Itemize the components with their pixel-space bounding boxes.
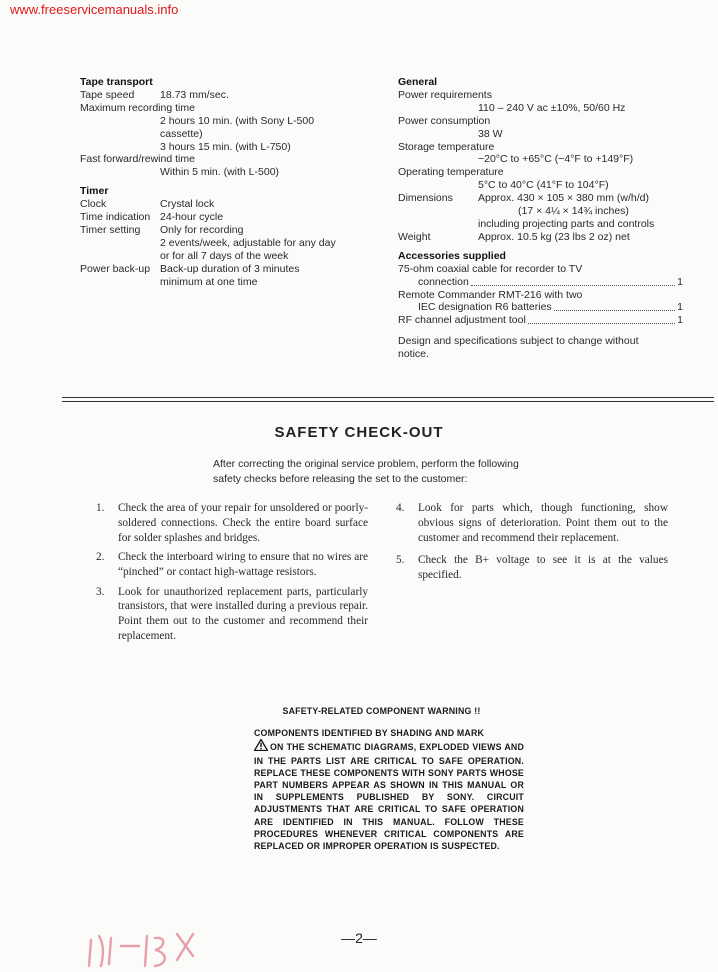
item-number: 2.: [96, 551, 105, 564]
dimensions-row: [398, 192, 683, 205]
clock-row: [80, 198, 336, 211]
power-cons-label: Power consumption: [398, 114, 491, 127]
dimensions-value-2: (17 × 4¼ × 14¾ inches): [518, 205, 629, 218]
divider-rule-bottom: [62, 401, 714, 402]
item-text: Check the B+ voltage to see it is at the values specified.: [418, 553, 668, 581]
accessory-3-line-1: RF channel adjustment tool: [398, 314, 526, 327]
dimensions-label: Dimensions: [398, 192, 453, 205]
safety-list-right: [396, 501, 668, 587]
list-item: [96, 501, 368, 546]
accessory-1-line-1: 75-ohm coaxial cable for recorder to TV: [398, 262, 583, 275]
accessory-1-qty: 1: [677, 275, 683, 288]
list-item: [96, 585, 368, 645]
warning-body-text: ON THE SCHEMATIC DIAGRAMS, EXPLODED VIEWS AND IN THE PARTS LIST ARE CRITICAL TO SAFE OPERATION. REPLACE THESE COMPONENTS WITH SONY PARTS WHOSE PART NUMBERS APPEAR AS SHOWN IN THIS MANUAL OR IN SUPPLEMENTS PUBLISHED BY SONY. CIRCUIT ADJUSTMENTS THAT ARE CRITICAL TO SAFE OPERATION ARE IDENTIFIED IN THIS MANUAL. FOLLOW THESE PROCEDURES WHENEVER CRITICAL COMPONENTS ARE REPLACED OR IMPROPER OPERATION IS SUSPECTED.: [254, 742, 524, 852]
clock-value: Crystal lock: [160, 198, 215, 211]
power-req-value: 110 – 240 V ac ±10%, 50/60 Hz: [478, 101, 626, 114]
dimensions-value-1: Approx. 430 × 105 × 380 mm (w/h/d): [478, 192, 650, 205]
time-indication-value: 24-hour cycle: [160, 211, 224, 224]
tape-speed-value: 18.73 mm/sec.: [160, 88, 229, 101]
notice-line-1: Design and specifications subject to change without: [398, 335, 639, 348]
safety-intro-line-1: After correcting the original service problem, perform the following: [213, 458, 519, 470]
tape-speed-row: [80, 89, 336, 102]
ff-rewind-value: Within 5 min. (with L-500): [160, 166, 280, 179]
warning-body: [254, 739, 524, 852]
storage-temp-label: Storage temperature: [398, 140, 495, 153]
item-number: 5.: [396, 553, 405, 566]
timer-heading: Timer: [80, 185, 109, 198]
warning-title: SAFETY-RELATED COMPONENT WARNING !!: [282, 706, 481, 716]
specs-right-column: [398, 76, 683, 361]
list-item: [396, 553, 668, 583]
accessory-2-line-2: IEC designation R6 batteries: [418, 301, 552, 314]
timer-setting-row: [80, 224, 336, 237]
item-number: 3.: [96, 585, 105, 598]
ff-rewind-label: Fast forward/rewind time: [80, 153, 195, 166]
warning-triangle-icon: [254, 739, 268, 754]
accessory-1-line-2: connection: [418, 275, 469, 288]
notice-line-2: notice.: [398, 348, 429, 361]
power-cons-value: 38 W: [478, 127, 503, 140]
max-recording-value-2: 3 hours 15 min. (with L-750): [160, 140, 291, 153]
accessories-heading: Accessories supplied: [398, 249, 506, 262]
power-backup-label: Power back-up: [80, 262, 151, 275]
accessory-2-line-1: Remote Commander RMT-216 with two: [398, 288, 583, 301]
dot-leader: [471, 276, 675, 286]
operating-temp-label: Operating temperature: [398, 166, 504, 179]
dot-leader: [528, 314, 675, 324]
max-recording-label: Maximum recording time: [80, 101, 195, 114]
storage-temp-value: −20°C to +65°C (−4°F to +149°F): [478, 153, 634, 166]
safety-warning-box: [254, 705, 524, 852]
list-item: [396, 501, 668, 546]
power-backup-value-1: Back-up duration of 3 minutes: [160, 262, 300, 275]
accessory-2-leader: [398, 301, 683, 314]
item-text: Check the interboard wiring to ensure that no wires are “pinched” or contact high-wattage resistors.: [118, 551, 368, 579]
accessory-3-leader: [398, 314, 683, 327]
specs-left-column: [80, 76, 336, 289]
accessory-2-qty: 1: [677, 301, 683, 314]
timer-setting-value-3: or for all 7 days of the week: [160, 249, 289, 262]
max-recording-value-1: 2 hours 10 min. (with Sony L-500: [160, 114, 315, 127]
clock-label: Clock: [80, 198, 107, 211]
accessory-1-leader: [398, 276, 683, 289]
list-item: [96, 550, 368, 580]
item-number: 1.: [96, 502, 105, 514]
time-indication-row: [80, 211, 336, 224]
dimensions-value-3: including projecting parts and controls: [478, 217, 655, 230]
power-backup-value-2: minimum at one time: [160, 275, 258, 288]
weight-value: Approx. 10.5 kg (23 lbs 2 oz) net: [478, 230, 630, 243]
time-indication-label: Time indication: [80, 211, 151, 224]
item-text: Check the area of your repair for unsoldered or poorly-soldered connections. Check the entire board surface for solder splashes and bridges.: [118, 502, 368, 544]
item-number: 4.: [396, 502, 405, 514]
general-heading: General: [398, 76, 438, 88]
page-number: —2—: [341, 930, 377, 946]
max-recording-value-1b: cassette): [160, 127, 203, 140]
timer-setting-value-2: 2 events/week, adjustable for any day: [160, 236, 336, 249]
safety-list-left: [96, 501, 368, 649]
safety-intro: [213, 457, 519, 487]
dot-leader: [554, 301, 675, 311]
divider-rule-top: [62, 397, 714, 398]
tape-transport-heading: Tape transport: [80, 76, 153, 88]
weight-row: [398, 231, 683, 244]
warning-body-line-1: COMPONENTS IDENTIFIED BY SHADING AND MARK: [254, 728, 485, 739]
timer-setting-label: Timer setting: [80, 223, 141, 236]
safety-intro-line-2: safety checks before releasing the set to the customer:: [213, 473, 468, 485]
tape-speed-label: Tape speed: [80, 88, 135, 101]
accessory-3-qty: 1: [677, 314, 683, 327]
safety-title: SAFETY CHECK-OUT: [274, 424, 444, 441]
power-req-label: Power requirements: [398, 88, 492, 101]
timer-setting-value-1: Only for recording: [160, 223, 244, 236]
operating-temp-value: 5°C to 40°C (41°F to 104°F): [478, 179, 609, 192]
source-url[interactable]: www.freeservicemanuals.info: [10, 2, 179, 17]
weight-label: Weight: [398, 230, 431, 243]
power-backup-row: [80, 263, 336, 276]
item-text: Look for unauthorized replacement parts, particularly transistors, that were installed during a previous repair. Point them out to the customer and recommend their replacement.: [118, 585, 368, 643]
item-text: Look for parts which, though functioning, show obvious signs of deterioration. Point them out to the customer and recommend their replacement.: [418, 502, 668, 544]
